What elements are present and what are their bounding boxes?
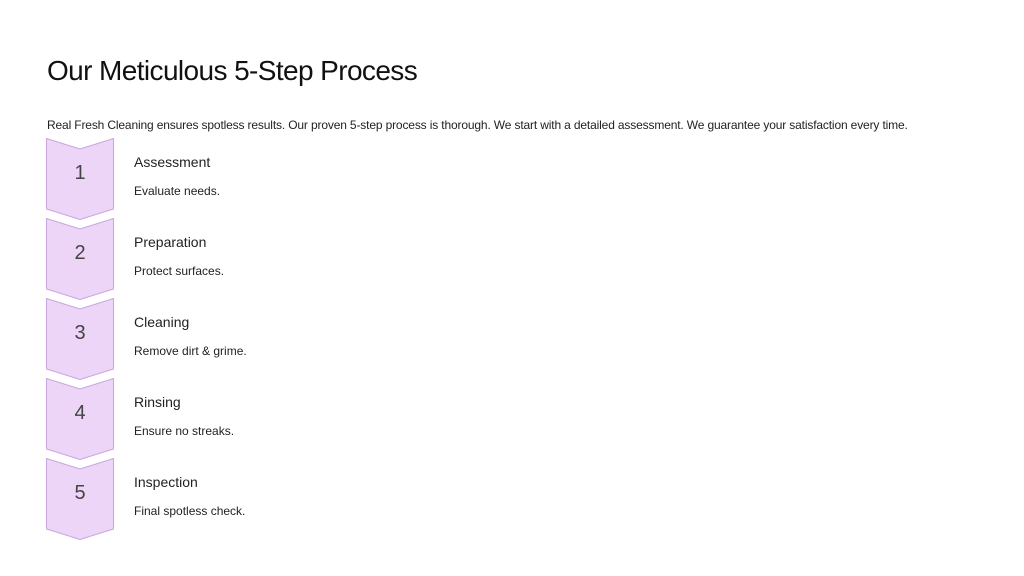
step-title: Assessment [134,154,211,170]
step-title: Rinsing [134,394,181,410]
step-number: 2 [74,242,86,264]
step-number: 3 [74,322,86,344]
step-number: 5 [74,482,86,504]
step-title: Preparation [134,234,207,250]
process-step [46,298,646,380]
step-title: Inspection [134,474,198,490]
process-step [46,218,646,300]
step-description: Remove dirt & grime. [134,344,247,358]
step-description: Ensure no streaks. [134,424,235,438]
process-step [46,138,646,220]
step-description: Protect surfaces. [134,264,225,278]
process-step [46,378,646,460]
process-step [46,458,646,540]
page-title: Our Meticulous 5-Step Process [47,54,418,86]
step-number: 1 [74,162,86,184]
intro-text: Real Fresh Cleaning ensures spotless results. Our proven 5-step process is thorough. We start with a detailed assessment. We guarantee your satisfaction every time. [47,118,908,132]
step-description: Evaluate needs. [134,184,221,198]
step-number: 4 [74,402,86,424]
step-description: Final spotless check. [134,504,246,518]
step-title: Cleaning [134,314,190,330]
